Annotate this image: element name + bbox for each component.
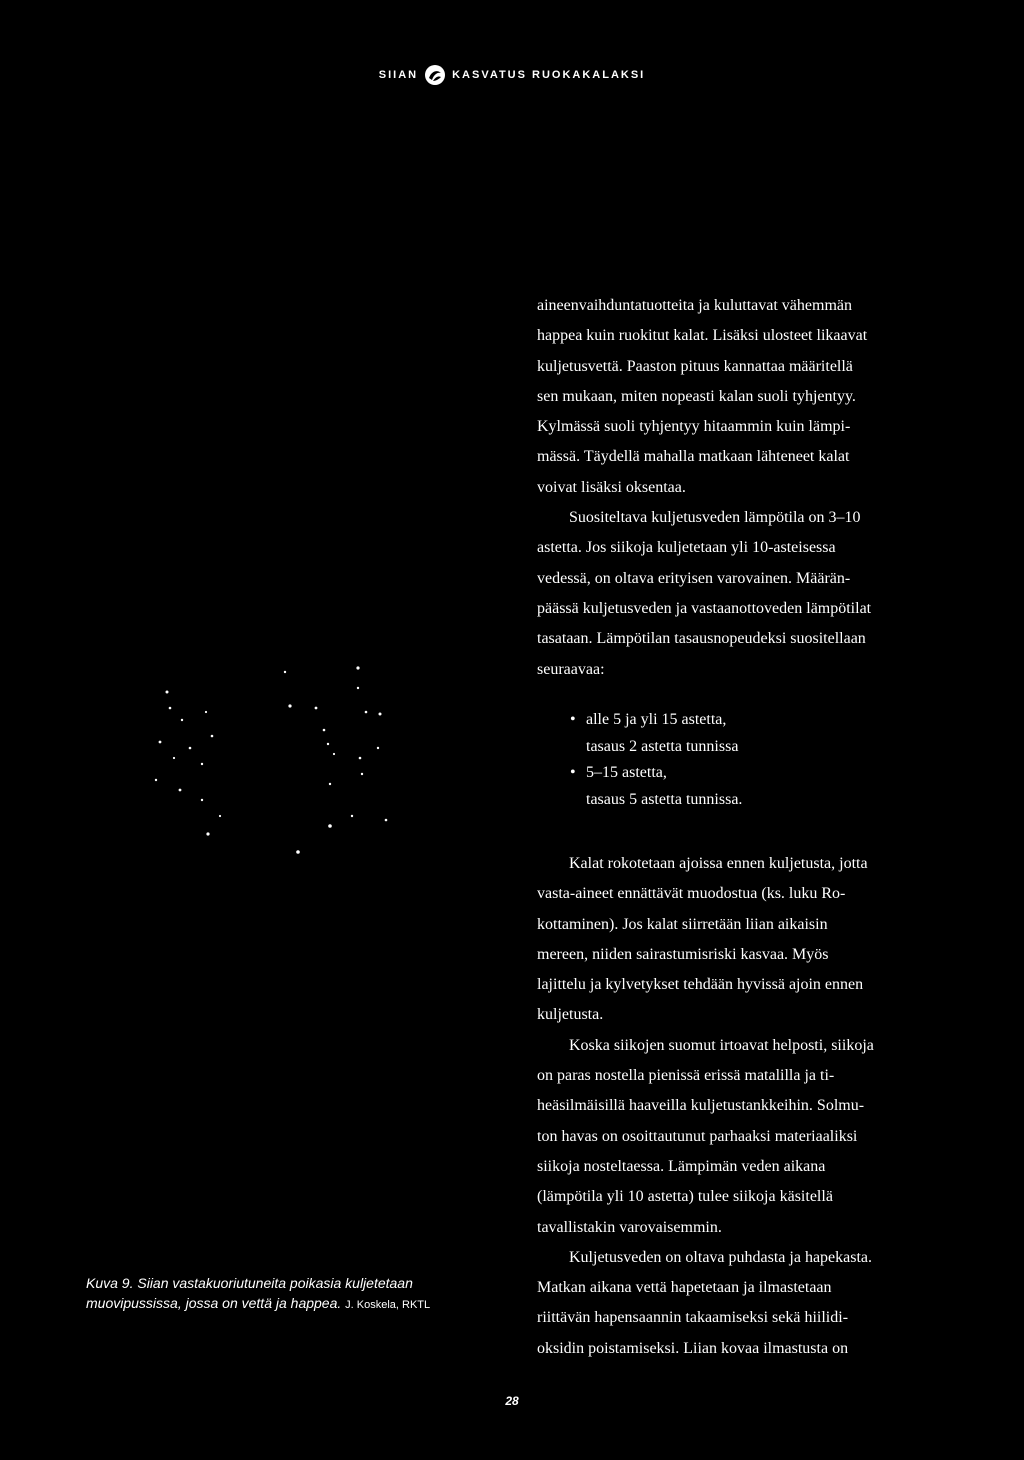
photo-credit: J. Koskela, RKTL — [345, 1299, 431, 1311]
paragraph-line: seuraavaa: — [537, 660, 605, 678]
text-column-one — [537, 291, 937, 685]
paragraph-line: happea kuin ruokitut kalat. Lisäksi ulosteet likaavat — [537, 327, 868, 345]
header-right-text: KASVATUS RUOKAKALAKSI — [452, 69, 646, 81]
caption-line: Kuva 9. Siian vastakuoriutuneita poikasia kuljetetaan — [86, 1275, 413, 1291]
paragraph-line: kottaminen). Jos kalat siirretään liian aikaisin — [537, 915, 828, 933]
bullet-subline: tasaus 2 astetta tunnissa — [586, 737, 739, 755]
paragraph-line: Matkan aikana vettä hapetetaan ja ilmastetaan — [537, 1279, 832, 1297]
paragraph-line: tavallistakin varovaisemmin. — [537, 1218, 722, 1236]
paragraph-line: ton havas on osoittautunut parhaaksi materiaaliksi — [537, 1127, 858, 1145]
paragraph-line: vedessä, on oltava erityisen varovainen. Määrän- — [537, 569, 851, 587]
paragraph-line: lajittelu ja kylvetykset tehdään hyvissä ajoin ennen — [537, 976, 864, 994]
bullet-item: • alle 5 ja yli 15 astetta, — [570, 707, 930, 734]
bullet-item: • 5–15 astetta, — [570, 760, 930, 787]
paragraph-line: Koska siikojen suomut irtoavat helposti, siikoja — [569, 1036, 874, 1054]
paragraph-line: mässä. Täydellä mahalla matkaan lähteneet kalat — [537, 448, 850, 466]
paragraph-line: kuljetusta. — [537, 1006, 604, 1024]
paragraph-line: Kylmässä suoli tyhjentyy hitaammin kuin lämpi- — [537, 418, 851, 436]
figure-caption — [86, 1273, 486, 1315]
bullet-subline: tasaus 5 astetta tunnissa. — [586, 790, 743, 808]
temperature-bullet-list — [570, 707, 930, 813]
paragraph-line: riittävän hapensaannin takaamiseksi sekä hiilidi- — [537, 1309, 849, 1327]
caption-line: muovipussissa, jossa on vettä ja happea. — [86, 1295, 342, 1311]
paragraph-line: mereen, niiden sairastumisriski kasvaa. Myös — [537, 945, 829, 963]
header-left-text: SIIAN — [378, 69, 419, 81]
paragraph-line: on paras nostella pienissä erissä matalilla ja ti- — [537, 1067, 835, 1085]
paragraph-line: aineenvaihduntatuotteita ja kuluttavat vähemmän — [537, 297, 852, 314]
paragraph-line: voivat lisäksi oksentaa. — [537, 478, 686, 496]
paragraph-line: heäsilmäisillä haaveilla kuljetustankkeihin. Solmu- — [537, 1097, 865, 1115]
paragraph-line: Kuljetusveden on oltava puhdasta ja hapekasta. — [569, 1248, 873, 1266]
paragraph-line: astetta. Jos siikoja kuljetetaan yli 10-asteisessa — [537, 539, 836, 557]
fish-larvae-photo — [140, 640, 430, 870]
paragraph-line: (lämpötila yli 10 astetta) tulee siikoja käsitellä — [537, 1188, 833, 1206]
text-column-two — [537, 849, 937, 1364]
caption-line-two — [86, 1293, 486, 1315]
page-number: 28 — [505, 1394, 519, 1408]
swirl-logo-icon — [424, 64, 446, 86]
paragraph-line: Kalat rokotetaan ajoissa ennen kuljetusta, jotta — [569, 855, 868, 872]
paragraph-line: oksidin poistamiseksi. Liian kovaa ilmastusta on — [537, 1339, 849, 1357]
paragraph-line: Suositeltava kuljetusveden lämpötila on 3–10 — [569, 509, 861, 527]
paragraph-line: siikoja nosteltaessa. Lämpimän veden aikana — [537, 1157, 826, 1175]
paragraph-line: tasataan. Lämpötilan tasausnopeudeksi suositellaan — [537, 630, 866, 648]
paragraph-line: päässä kuljetusveden ja vastaanottoveden lämpötilat — [537, 599, 872, 617]
paragraph-line: vasta-aineet ennättävät muodostua (ks. luku Ro- — [537, 885, 846, 903]
running-header — [0, 64, 1024, 86]
paragraph-line: kuljetusvettä. Paaston pituus kannattaa määritellä — [537, 357, 853, 375]
paragraph-line: sen mukaan, miten nopeasti kalan suoli tyhjentyy. — [537, 387, 856, 405]
